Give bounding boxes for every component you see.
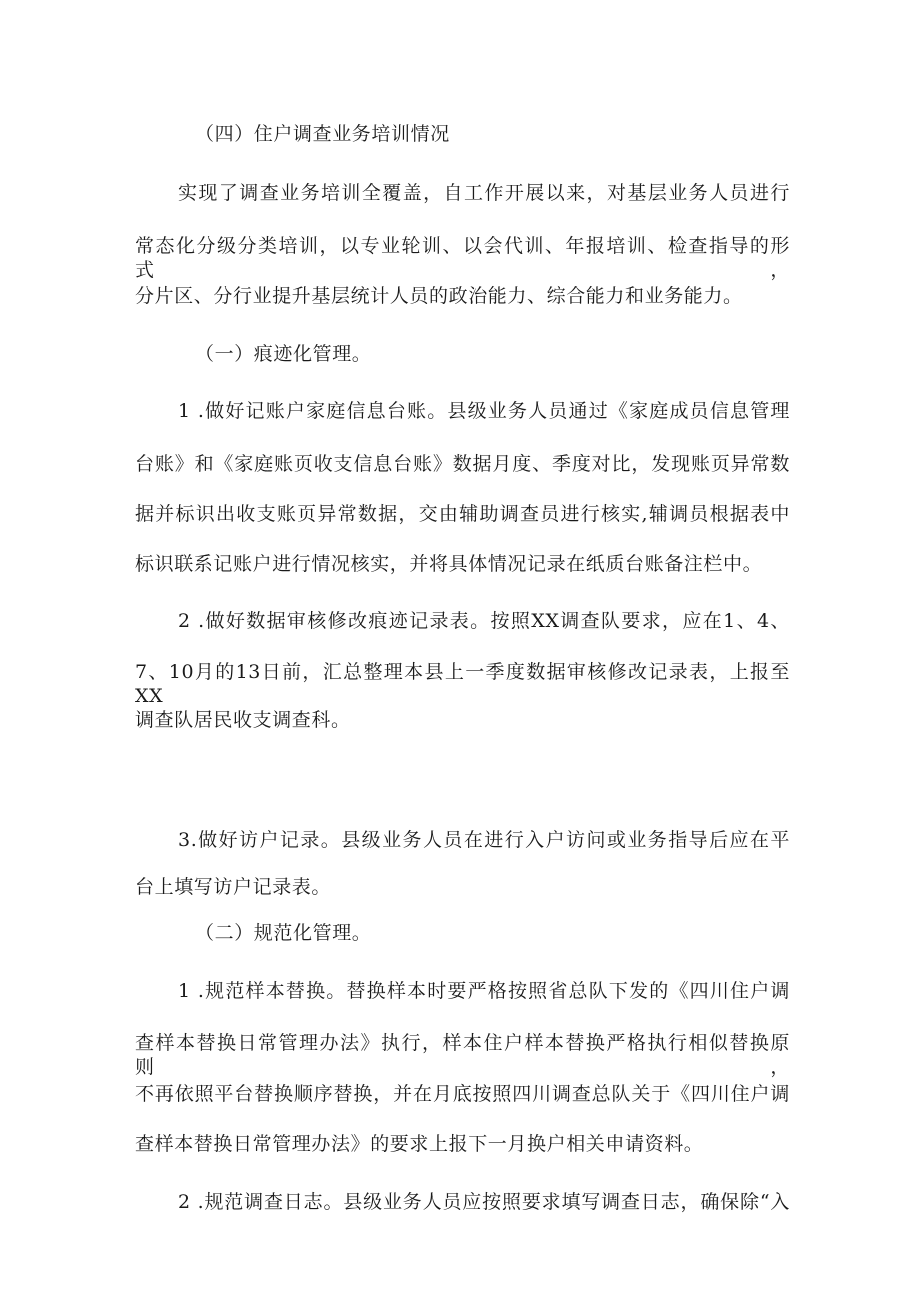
section-heading-2: （二）规范化管理。 xyxy=(195,922,372,944)
paragraph-line: 常态化分级分类培训，以专业轮训、以会代训、年报培训、检查指导的形式， xyxy=(135,235,790,281)
paragraph-line: 台账》和《家庭账页收支信息台账》数据月度、季度对比，发现账页异常数 xyxy=(135,453,790,475)
paragraph-line: 不再依照平台替换顺序替换，并在月底按照四川调查总队关于《四川住户调 xyxy=(135,1083,790,1105)
section-heading-4: （四）住户调查业务培训情况 xyxy=(195,123,450,145)
paragraph-line: 查样本替换日常管理办法》执行，样本住户样本替换严格执行相似替换原则， xyxy=(135,1032,790,1078)
paragraph-line: 查样本替换日常管理办法》的要求上报下一月换户相关申请资料。 xyxy=(135,1133,704,1155)
paragraph-line: 实现了调查业务培训全覆盖，自工作开展以来，对基层业务人员进行 xyxy=(178,182,790,204)
paragraph-line: 1 .规范样本替换。替换样本时要严格按照省总队下发的《四川住户调 xyxy=(178,980,790,1002)
paragraph-line: 1 .做好记账户家庭信息台账。县级业务人员通过《家庭成员信息管理 xyxy=(178,400,790,422)
paragraph-line: 调查队居民收支调查科。 xyxy=(135,709,351,731)
paragraph-line: 2 .做好数据审核修改痕迹记录表。按照XX调查队要求，应在1、4、 xyxy=(178,610,790,632)
paragraph-line: 分片区、分行业提升基层统计人员的政治能力、综合能力和业务能力。 xyxy=(135,285,743,307)
paragraph-line: 3.做好访户记录。县级业务人员在进行入户访问或业务指导后应在平 xyxy=(178,829,790,851)
paragraph-line: 台上填写访户记录表。 xyxy=(135,876,332,898)
paragraph-line: 2 .规范调查日志。县级业务人员应按照要求填写调查日志，确保除“入 xyxy=(178,1191,790,1213)
paragraph-line: 据并标识出收支账页异常数据，交由辅助调查员进行核实,辅调员根据表中 xyxy=(135,503,790,525)
paragraph-line: 标识联系记账户进行情况核实，并将具体情况记录在纸质台账备注栏中。 xyxy=(135,553,763,575)
paragraph-line: 7、10月的13日前，汇总整理本县上一季度数据审核修改记录表，上报至XX xyxy=(135,661,790,707)
section-heading-1: （一）痕迹化管理。 xyxy=(195,343,372,365)
